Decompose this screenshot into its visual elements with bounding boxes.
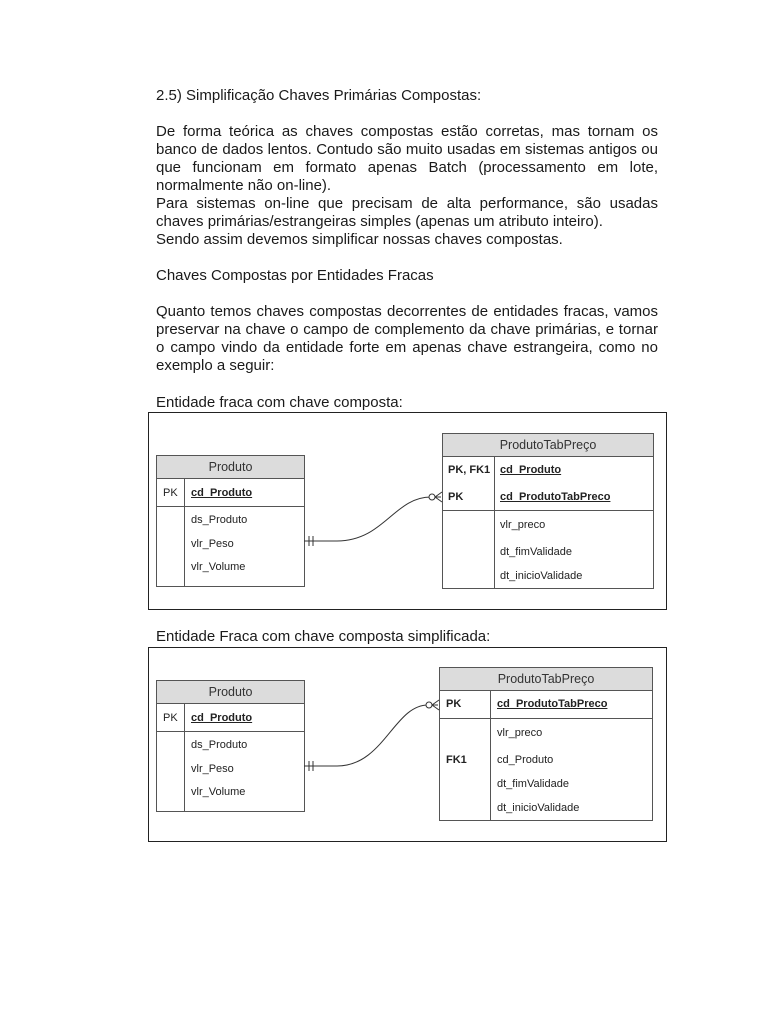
pk-fk-label: PK, FK1: [448, 464, 491, 476]
key-attribute: cd_ProdutoTabPreco: [497, 698, 608, 710]
figure1-caption: Entidade fraca com chave composta:: [156, 394, 403, 411]
key-attribute: cd_Produto: [191, 487, 253, 499]
key-attribute: cd_Produto: [191, 712, 253, 724]
paragraph-1: De forma teórica as chaves compostas estão corretas, mas tornam os banco de dados lentos. Contudo são muito usadas em sistemas antigos ou que funcionam em formato apenas Batch (processamento em lote, normalmente não on-line).: [156, 123, 658, 194]
paragraph-2: Para sistemas on-line que precisam de alta performance, são usadas chaves primárias/estrangeiras simples (apenas um atributo inteiro).: [156, 195, 658, 230]
key-attribute: cd_Produto: [500, 464, 562, 476]
attribute: vlr_Peso: [191, 763, 234, 775]
figure2-caption: Entidade Fraca com chave composta simplificada:: [156, 628, 491, 645]
attribute: ds_Produto: [191, 739, 248, 751]
entity-title: ProdutoTabPreço: [440, 668, 652, 691]
attribute: vlr_Volume: [191, 786, 246, 798]
entity-title: ProdutoTabPreço: [443, 434, 653, 457]
attribute: ds_Produto: [191, 514, 248, 526]
relationship-connector: [149, 413, 666, 609]
attribute: vlr_preco: [497, 727, 543, 739]
paragraph-4: Quanto temos chaves compostas decorrentes de entidades fracas, vamos preservar na chave o campo de complemento da chave primárias, e tornar o campo vindo da entidade forte em apenas chave estrangeira, como no exemplo a seguir:: [156, 303, 658, 374]
attribute: vlr_preco: [500, 519, 546, 531]
attribute: dt_fimValidade: [497, 778, 569, 790]
fk-label: FK1: [446, 754, 467, 766]
attribute: dt_inicioValidade: [497, 802, 580, 814]
attribute: dt_inicioValidade: [500, 570, 583, 582]
pk-label: PK: [163, 712, 178, 724]
key-attribute: cd_ProdutoTabPreco: [500, 491, 611, 503]
pk-label: PK: [448, 491, 464, 503]
figure2-diagram: [148, 647, 667, 842]
entity-title: Produto: [157, 456, 304, 479]
attribute: cd_Produto: [497, 754, 554, 766]
figure1-diagram: [148, 412, 667, 610]
attribute: vlr_Volume: [191, 561, 246, 573]
attribute: dt_fimValidade: [500, 546, 572, 558]
section-title: 2.5) Simplificação Chaves Primárias Compostas:: [156, 87, 482, 104]
entity-title: Produto: [157, 681, 304, 704]
paragraph-3: Sendo assim devemos simplificar nossas chaves compostas.: [156, 231, 563, 248]
pk-label: PK: [163, 487, 178, 499]
pk-label: PK: [446, 698, 462, 710]
subtitle: Chaves Compostas por Entidades Fracas: [156, 267, 434, 284]
attribute: vlr_Peso: [191, 538, 234, 550]
relationship-connector: [149, 648, 666, 841]
